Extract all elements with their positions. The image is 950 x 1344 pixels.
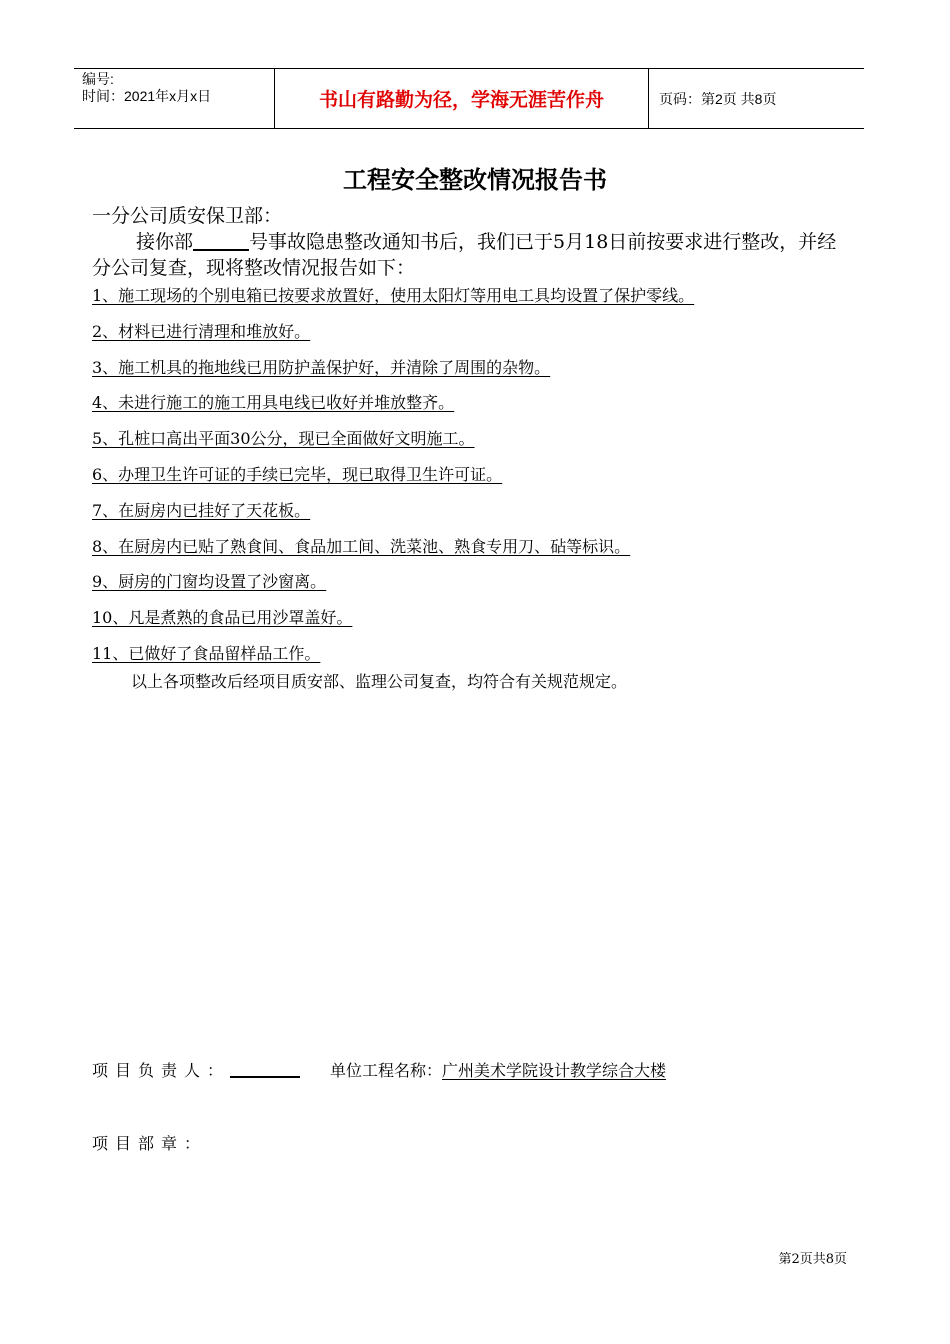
document-number-label: 编号: xyxy=(82,71,114,87)
document-time-label: 时间：2021年x月x日 xyxy=(82,88,212,104)
header-meta xyxy=(74,69,275,128)
recipient-line: 一分公司质安保卫部： xyxy=(92,205,283,227)
list-item: 2、材料已进行清理和堆放好。 xyxy=(92,321,311,341)
project-label: 单位工程名称： xyxy=(330,1061,443,1080)
list-item: 4、未进行施工的施工用具电线已收好并堆放整齐。 xyxy=(92,393,455,413)
manager-label: 项目负责人： xyxy=(92,1061,231,1080)
header-page-number: 页码：第2页 共8页 xyxy=(659,90,777,107)
notice-number-blank xyxy=(193,230,249,251)
footer-page-number: 第2页共8页 xyxy=(778,1252,847,1267)
list-item: 9、厨房的门窗均设置了沙窗离。 xyxy=(92,572,327,592)
project-name-line xyxy=(330,1058,666,1081)
header-motto: 书山有路勤为径，学海无涯苦作舟 xyxy=(275,69,649,128)
intro-part2: 号事故隐患整改通知书后，我们已于5月18日前按要求进行整改，并经分公司复查，现将整改情况报告如下： xyxy=(92,231,837,279)
manager-signature xyxy=(92,1058,300,1081)
page-header xyxy=(74,68,864,129)
list-item: 10、凡是煮熟的食品已用沙罩盖好。 xyxy=(92,608,353,628)
project-name: 广州美术学院设计教学综合大楼 xyxy=(442,1061,667,1080)
intro-part1: 接你部 xyxy=(136,231,194,253)
list-item: 6、办理卫生许可证的手续已完毕，现已取得卫生许可证。 xyxy=(92,464,503,484)
list-item: 3、施工机具的拖地线已用防护盖保护好，并清除了周围的杂物。 xyxy=(92,357,551,377)
conclusion-paragraph: 以上各项整改后经项目质安部、监理公司复查，均符合有关规范规定。 xyxy=(131,672,628,691)
list-item: 7、在厨房内已挂好了天花板。 xyxy=(92,500,311,520)
document-title: 工程安全整改情况报告书 xyxy=(343,166,607,194)
list-item: 8、在厨房内已贴了熟食间、食品加工间、洗菜池、熟食专用刀、砧等标识。 xyxy=(92,536,631,556)
rectification-list xyxy=(92,278,694,672)
list-item: 11、已做好了食品留样品工作。 xyxy=(92,643,321,663)
manager-blank xyxy=(230,1060,300,1078)
list-item: 5、孔桩口高出平面30公分，现已全面做好文明施工。 xyxy=(92,429,475,449)
intro-paragraph xyxy=(92,229,852,281)
stamp-label: 项目部章： xyxy=(92,1134,208,1153)
list-item: 1、施工现场的个别电箱已按要求放置好，使用太阳灯等用电工具均设置了保护零线。 xyxy=(92,286,695,305)
